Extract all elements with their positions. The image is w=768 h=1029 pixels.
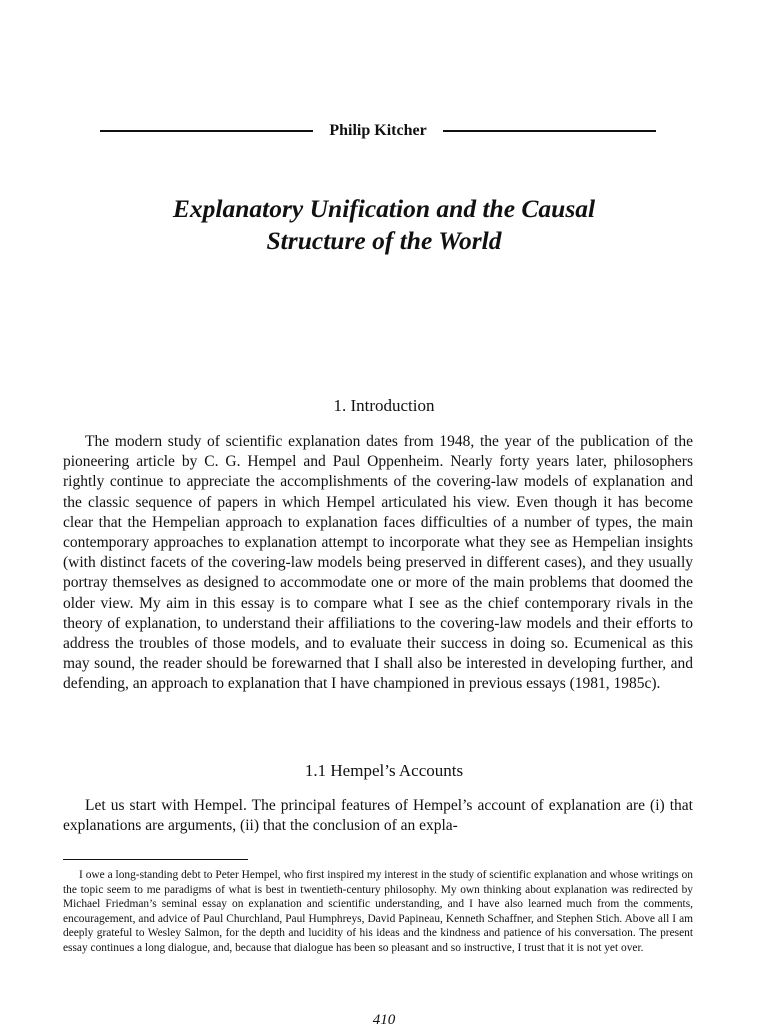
page-number: 410 xyxy=(372,1012,396,1028)
section-heading: 1. Introduction xyxy=(333,396,435,415)
subsection-heading: 1.1 Hempel’s Accounts xyxy=(304,761,464,780)
footnote: I owe a long-standing debt to Peter Hempel, who first inspired my interest in the study of scientific explanation and whose writings on the topic seem to me paradigms of what is best in twentieth-century philosophy. My own thinking about explanation was redirected by Michael Friedman’s seminal essay on explanation and scientific understanding, and I have also learned much from the comments, encouragement, and advice of Paul Churchland, Paul Humphreys, David Papineau, Kenneth Schaffner, and Stephen Stich. Above all I am deeply grateful to Wesley Salmon, for the depth and lucidity of his ideas and the kindness and patience of his conversation. The present essay continues a long dialogue, and, because that dialogue has been so pleasant and so instructive, I trust that it is not yet over. xyxy=(63,869,693,954)
hempel-paragraph: Let us start with Hempel. The principal features of Hempel’s account of explanation are (i) that explanations are arguments, (ii) that the conclusion of an expla- xyxy=(63,797,693,835)
title-line-1: Explanatory Unification and the Causal xyxy=(172,194,596,223)
intro-paragraph: The modern study of scientific explanation dates from 1948, the year of the publication of the pioneering article by C. G. Hempel and Paul Oppenheim. Nearly forty years later, philosophers rightly continue to appreciate the accomplishments of the covering-law models of explanation and the classic sequence of papers in which Hempel articulated his view. Even though it has become clear that the Hempelian approach to explanation faces difficulties of a number of types, the main contemporary approaches to explanation attempt to incorporate what they see as Hempelian insights (with distinct facets of the covering-law models being preserved in different cases), and they usually portray themselves as designed to accommodate one or more of the main problems that doomed the older view. My aim in this essay is to compare what I see as the chief contemporary rivals in the theory of explanation, to understand their affiliations to the covering-law models and their efforts to address the troubles of those models, and to evaluate their success in doing so. Ecumenical as this may sound, the reader should be forewarned that I shall also be interested in developing further, and defending, an approach to explanation that I have championed in previous essays (1981, 1985c). xyxy=(63,433,693,693)
left-rule xyxy=(100,130,313,132)
author-name: Philip Kitcher xyxy=(329,122,427,139)
right-rule xyxy=(443,130,656,132)
footnote-divider xyxy=(63,859,248,860)
essay-title xyxy=(60,193,708,257)
title-line-2: Structure of the World xyxy=(266,226,502,255)
author-header xyxy=(100,119,656,143)
